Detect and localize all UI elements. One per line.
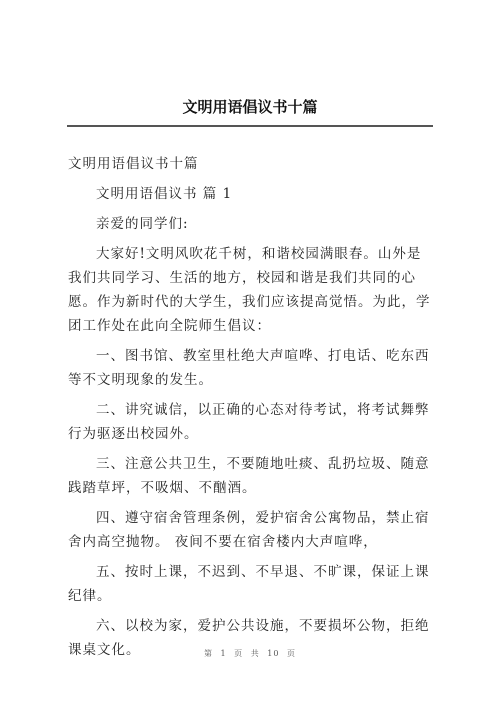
document-body [68, 152, 433, 668]
body-heading: 文明用语倡议书十篇 [68, 156, 199, 172]
proposal-item-4: 四、遵守宿舍管理条例，爱护宿舍公寓物品，禁止宿舍内高空抛物。 夜间不要在宿舍楼内大声喧哗， [68, 510, 430, 550]
proposal-item-1: 一、图书馆、教室里杜绝大声喧哗、打电话、吃东西等不文明现象的发生。 [68, 348, 430, 388]
proposal-item-6: 六、以校为家，爱护公共设施，不要损坏公物，拒绝课桌文化。 [68, 618, 430, 658]
proposal-item-2: 二、讲究诚信，以正确的心态对待考试，将考试舞弊行为驱逐出校园外。 [68, 402, 430, 442]
document-title: 文明用语倡议书十篇 [182, 98, 318, 116]
title-divider [67, 125, 433, 127]
salutation: 亲爱的同学们: [96, 216, 189, 232]
section-heading: 文明用语倡议书 篇 1 [96, 186, 233, 202]
proposal-item-3: 三、注意公共卫生，不要随地吐痰、乱扔垃圾、随意践踏草坪，不吸烟、不酗酒。 [68, 456, 430, 496]
intro-paragraph: 大家好!文明风吹花千树，和谐校园满眼春。山外是我们共同学习、生活的地方，校园和谐是我们共同的心愿。作为新时代的大学生，我们应该提高觉悟。为此，学团工作处在此向全院师生倡议： [68, 246, 431, 334]
proposal-item-5: 五、按时上课，不迟到、不早退、不旷课，保证上课纪律。 [68, 564, 430, 604]
page-number-footer: 第 1 页 共 10 页 [204, 649, 296, 658]
